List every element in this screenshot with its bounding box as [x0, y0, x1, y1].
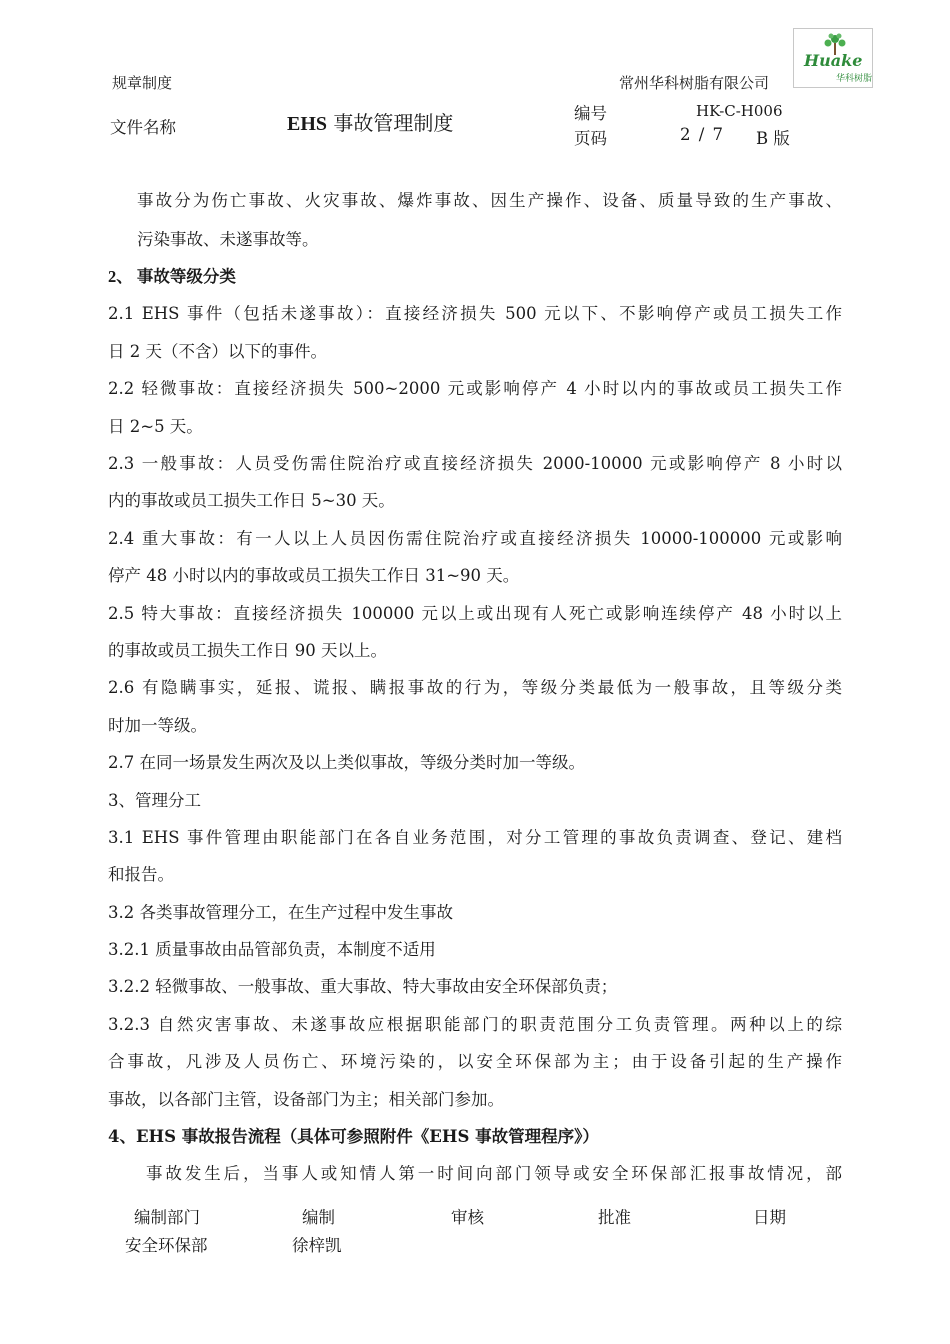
body-line-25: 事故，以各部门主管，设备部门为主；相关部门参加。: [108, 1090, 504, 1109]
body-line-21: 3.2.1 质量事故由品管部负责，本制度不适用: [108, 940, 436, 959]
body-line-15: 时加一等级。: [108, 716, 207, 735]
body-line-24: 合事故，凡涉及人员伤亡、环境污染的，以安全环保部为主；由于设备引起的生产操作: [108, 1052, 842, 1071]
body-line-5: 日 2 天（不含）以下的事件。: [108, 342, 327, 361]
section-heading-2: [108, 263, 236, 287]
footer-header-author: 编制: [302, 1208, 335, 1227]
doc-name-label: 文件名称: [110, 118, 176, 137]
page-label: 页码: [574, 129, 607, 148]
logo-script-text: Huake: [804, 51, 863, 70]
doc-title-prefix: EHS: [287, 113, 328, 135]
company-logo: [793, 28, 873, 88]
version-label: B 版: [756, 129, 790, 148]
body-line-4: 2.1 EHS 事件（包括未遂事故）：直接经济损失 500 元以下、不影响停产或员工损失工作: [108, 304, 842, 323]
company-name: 常州华科树脂有限公司: [619, 74, 770, 92]
footer-value-dept: 安全环保部: [125, 1236, 208, 1255]
body-line-27: 事故发生后，当事人或知情人第一时间向部门领导或安全环保部汇报事故情况，部: [146, 1164, 842, 1183]
doc-title-rest: 事故管理制度: [327, 111, 454, 135]
code-value: HK-C-H006: [696, 102, 783, 120]
body-line-22: 3.2.2 轻微事故、一般事故、重大事故、特大事故由安全环保部负责；: [108, 977, 618, 996]
section-heading-4: 4、EHS 事故报告流程（具体可参照附件《EHS 事故管理程序》）: [108, 1127, 599, 1146]
footer-header-review: 审核: [451, 1208, 484, 1227]
body-line-8: 2.3 一般事故：人员受伤需住院治疗或直接经济损失 2000-10000 元或影响停产 8 小时以: [108, 454, 842, 473]
section-heading-3: [108, 787, 201, 811]
body-line-18: 3.1 EHS 事件管理由职能部门在各自业务范围，对分工管理的事故负责调查、登记、建档: [108, 828, 842, 847]
body-line-10: 2.4 重大事故：有一人以上人员因伤需住院治疗或直接经济损失 10000-100000 元或影响: [108, 529, 842, 548]
body-line-13: 的事故或员工损失工作日 90 天以上。: [108, 641, 387, 660]
logo-cn-text: 华科树脂: [836, 74, 873, 84]
body-line-19: 和报告。: [108, 865, 174, 884]
body-line-6: 2.2 轻微事故：直接经济损失 500~2000 元或影响停产 4 小时以内的事故或员工损失工作: [108, 379, 842, 398]
page-value: 2 / 7: [680, 125, 724, 144]
body-line-14: 2.6 有隐瞒事实，延报、谎报、瞒报事故的行为，等级分类最低为一般事故，且等级分类: [108, 678, 842, 697]
body-line-7: 日 2~5 天。: [108, 417, 203, 436]
footer-header-dept: 编制部门: [134, 1208, 200, 1227]
code-label: 编号: [574, 104, 607, 123]
body-line-12: 2.5 特大事故：直接经济损失 100000 元以上或出现有人死亡或影响连续停产 48 小时以上: [108, 604, 842, 623]
section-heading-2-text: 2、 事故等级分类: [108, 267, 236, 286]
body-line-20: 3.2 各类事故管理分工，在生产过程中发生事故: [108, 903, 453, 922]
doc-title: [287, 107, 453, 136]
body-line-11: 停产 48 小时以内的事故或员工损失工作日 31~90 天。: [108, 566, 520, 585]
footer-header-approve: 批准: [598, 1208, 631, 1227]
body-line-9: 内的事故或员工损失工作日 5~30 天。: [108, 491, 395, 510]
footer-header-date: 日期: [753, 1208, 786, 1227]
section-heading-3-text: 3、管理分工: [108, 791, 201, 810]
body-line-2: 污染事故、未遂事故等。: [137, 230, 319, 249]
footer-value-author: 徐梓凯: [292, 1236, 342, 1255]
doc-category: 规章制度: [112, 74, 173, 92]
body-line-16: 2.7 在同一场景发生两次及以上类似事故，等级分类时加一等级。: [108, 753, 585, 772]
body-line-1: 事故分为伤亡事故、火灾事故、爆炸事故、因生产操作、设备、质量导致的生产事故、: [137, 191, 842, 210]
body-line-23: 3.2.3 自然灾害事故、未遂事故应根据职能部门的职责范围分工负责管理。两种以上的综: [108, 1015, 842, 1034]
